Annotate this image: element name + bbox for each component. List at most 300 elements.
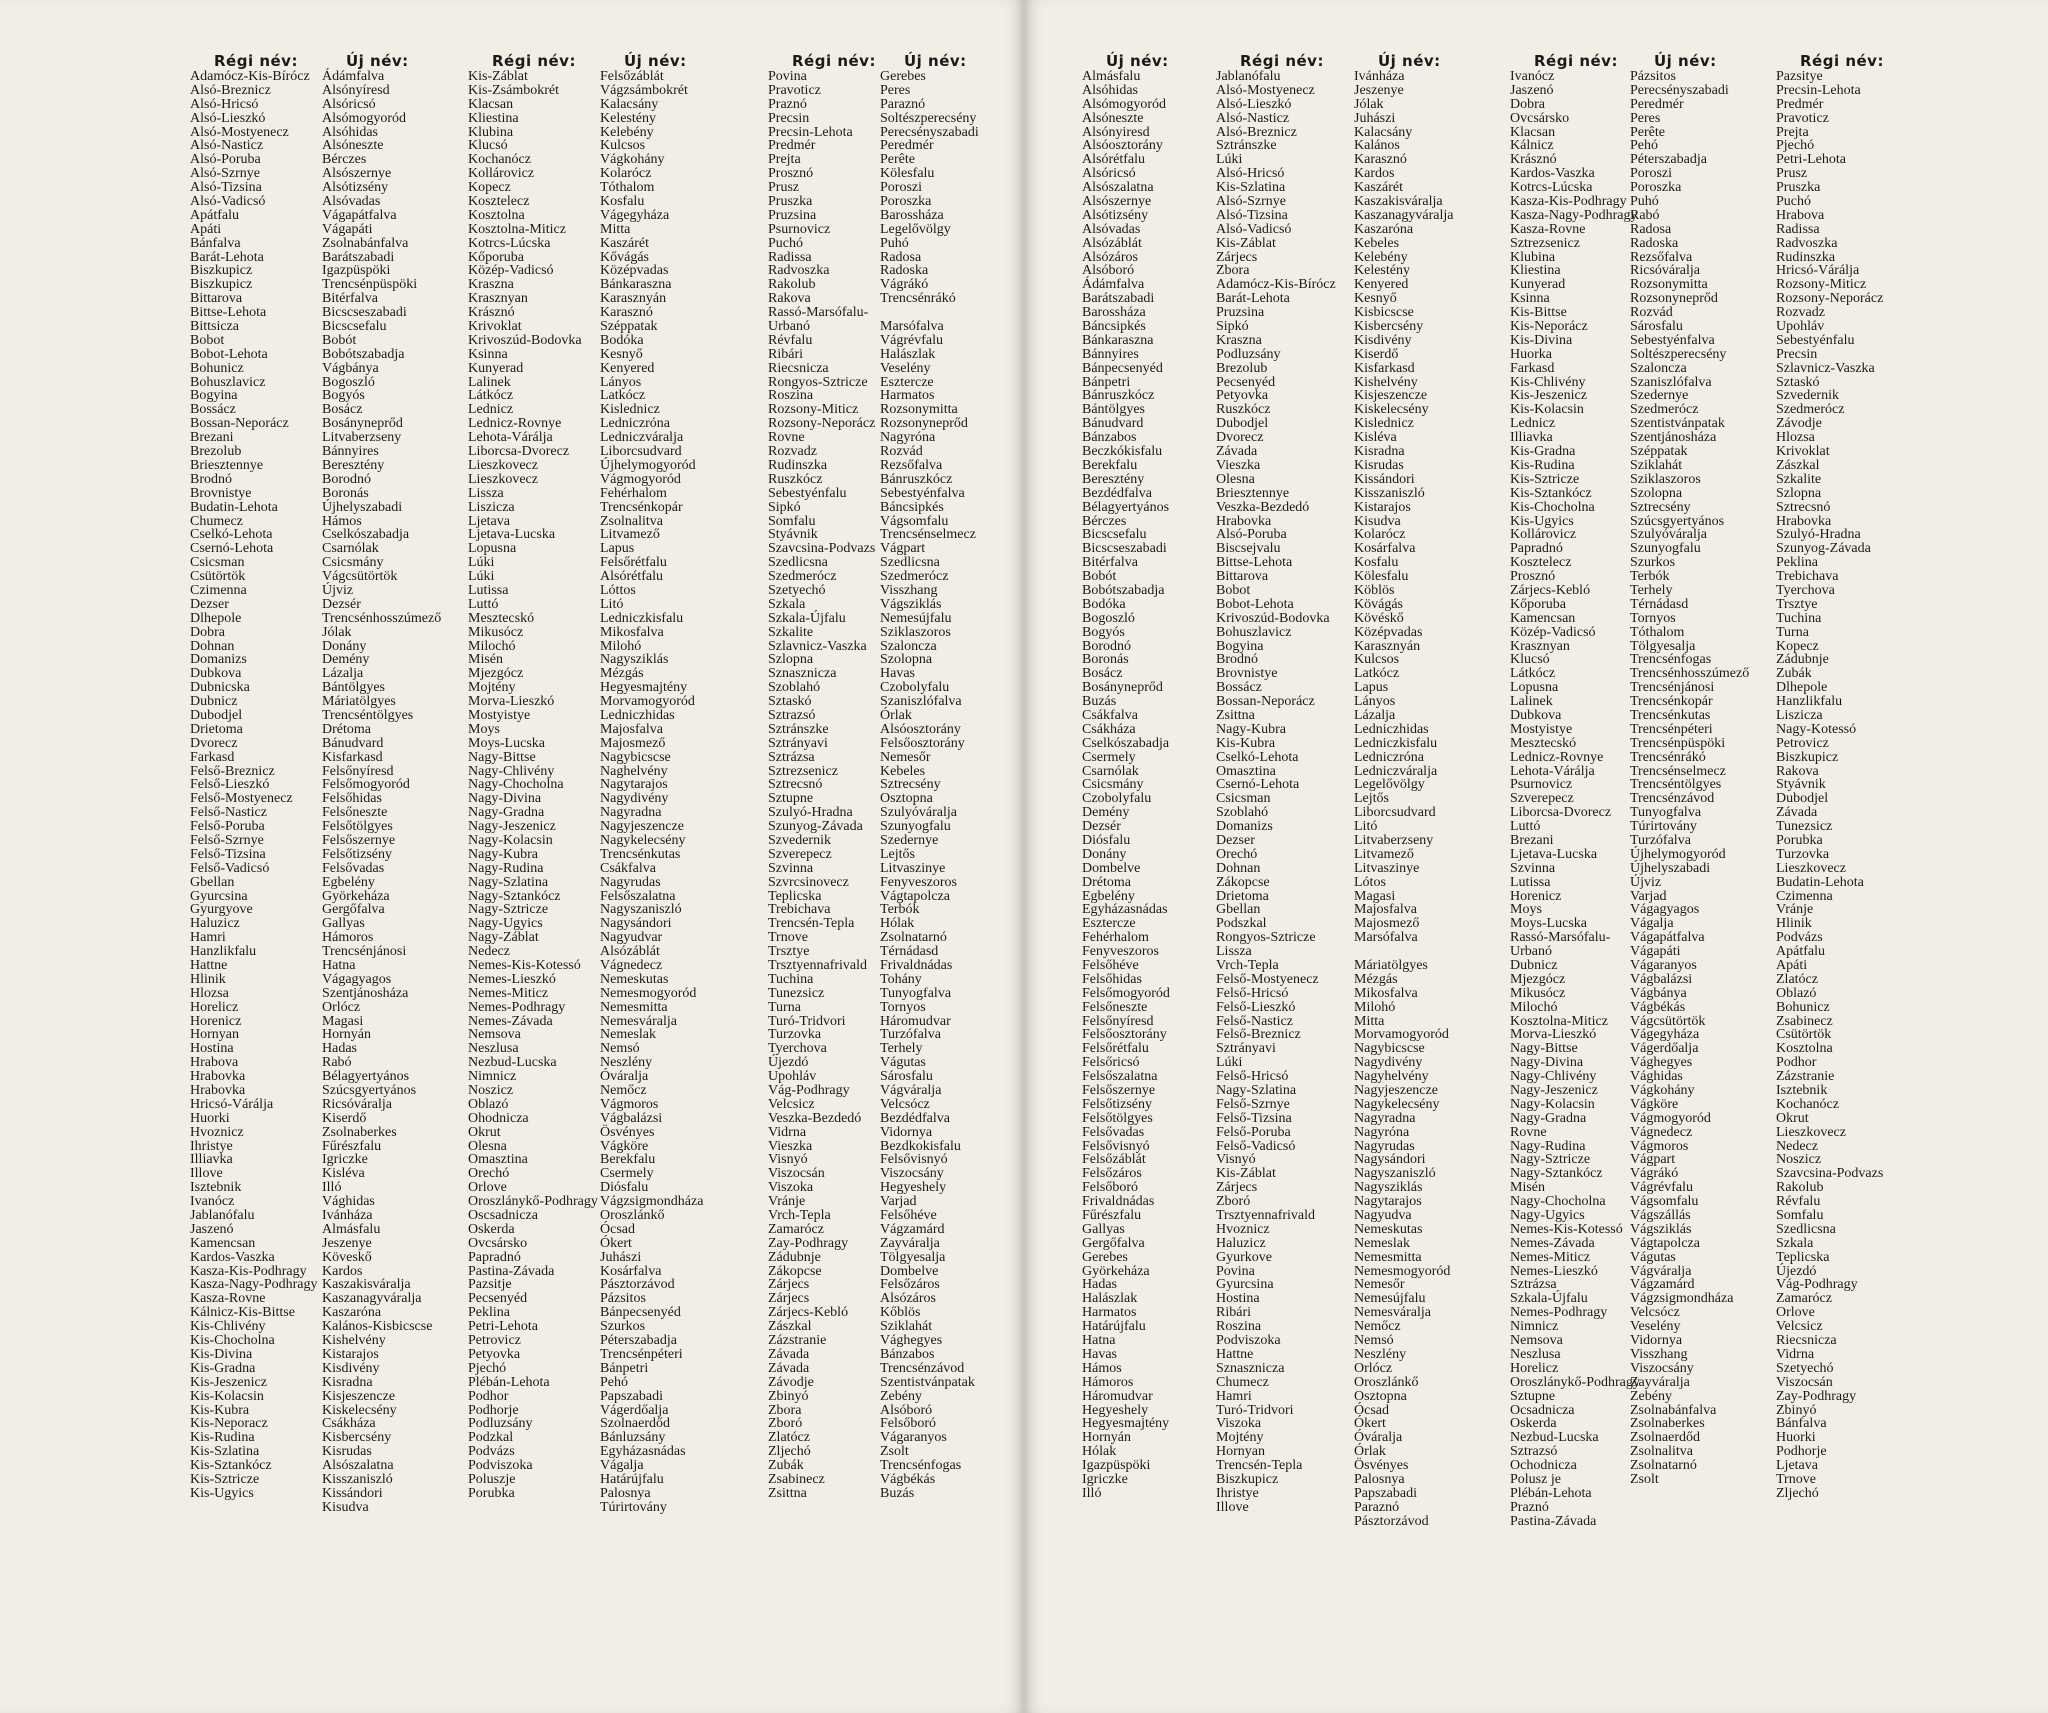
place-name: Puhó: [1630, 194, 1659, 210]
place-name: Horelicz: [190, 999, 239, 1015]
place-name: Lieszkovecz: [468, 457, 538, 473]
place-name: Csernó-Lehota: [190, 541, 274, 557]
place-name: Hornyán: [1082, 1430, 1131, 1446]
place-name: Szunyogfalu: [1630, 541, 1701, 557]
place-name: Lissza: [468, 485, 504, 501]
place-name: Biszkupicz: [1776, 749, 1839, 765]
place-name: Kis-Bittse: [1510, 305, 1567, 321]
place-name: Gyurcsina: [1216, 1277, 1274, 1293]
place-name: Felső-Poruba: [190, 819, 265, 835]
place-name: Bittsicza: [190, 319, 239, 335]
place-name: Bánruszkócz: [880, 471, 953, 487]
place-name: Poluszje: [468, 1471, 516, 1487]
place-name: Középvadas: [1354, 624, 1423, 640]
name-column: [1630, 52, 1757, 1487]
place-name: Cselkó-Lehota: [190, 527, 273, 543]
place-name: Szulyó-Hradna: [1776, 527, 1861, 543]
place-name: Apáti: [190, 221, 222, 237]
place-name: Kalacsány: [600, 96, 659, 112]
place-name: Dubodjel: [190, 707, 243, 723]
place-name: Ovcsársko: [468, 1235, 528, 1251]
place-name: Kotrcs-Lúcska: [468, 235, 551, 251]
place-name: Oscsadnicza: [468, 1208, 538, 1224]
place-name: Kosztelecz: [1510, 555, 1572, 571]
place-name: Sebestyénfalu: [1776, 332, 1855, 348]
place-name: Alsótizsény: [1082, 207, 1149, 223]
place-name: Trsztyennafrivald: [768, 958, 868, 973]
place-name: Vágbalázsi: [1630, 971, 1693, 987]
column-header: Régi név:: [792, 52, 876, 70]
place-name: Kishelvény: [1354, 374, 1418, 390]
place-name: Oroszlánkő: [1354, 1374, 1419, 1390]
place-name: Felső-Lieszkó: [1216, 999, 1296, 1015]
place-name: Dubnicz: [190, 694, 238, 710]
place-name: Hamri: [190, 930, 226, 946]
place-name: Felsőmogyoród: [322, 777, 410, 793]
place-name: Kisradna: [322, 1374, 373, 1390]
place-name: Lóttos: [600, 582, 636, 598]
place-name: Zázstranie: [1776, 1069, 1835, 1085]
place-name: Szurkos: [1630, 555, 1676, 571]
place-name: Felsőtölgyes: [1082, 1110, 1153, 1126]
place-name: Felsőhéve: [1082, 958, 1139, 973]
place-name: Nagy-Bittse: [1510, 1041, 1578, 1057]
place-name: Bánluzsány: [600, 1430, 666, 1446]
place-name: Szkala: [1776, 1235, 1814, 1251]
place-name: Orlócz: [1354, 1360, 1393, 1376]
place-name: Vágerdőalja: [1630, 1041, 1699, 1057]
place-name: Zárjecs: [1216, 1180, 1258, 1196]
place-name: Zay-Podhragy: [1776, 1388, 1857, 1404]
place-name: Kliestina: [1510, 263, 1561, 279]
place-name: Nemeskutas: [600, 971, 669, 987]
place-name: Tölgyesalja: [880, 1249, 946, 1265]
place-name: Rozvád: [880, 444, 923, 460]
place-name: Trsztye: [1776, 596, 1818, 612]
place-name: Horenicz: [190, 1013, 242, 1029]
place-name: Trencsénzávod: [1630, 791, 1715, 807]
place-name: Demény: [322, 652, 370, 668]
place-name: Alsónyíresd: [322, 82, 390, 98]
place-name: Vágszállás: [1630, 1208, 1691, 1224]
place-name: Terhely: [880, 1041, 923, 1057]
place-name: Marsófalva: [1354, 930, 1418, 946]
place-name: Zljechó: [1776, 1485, 1819, 1501]
place-name: Morvamogyoród: [1354, 1027, 1449, 1043]
place-name: Felsővisnyó: [880, 1152, 948, 1168]
place-name: Nagyudvar: [600, 930, 663, 946]
place-name: Vágalja: [1630, 916, 1674, 932]
place-name: Péterszabadja: [1630, 152, 1707, 168]
place-name: Beczkókisfalu: [1082, 444, 1163, 460]
place-name: Zboró: [1216, 1194, 1251, 1210]
place-name: Milochó: [468, 638, 516, 654]
place-name: Zubák: [768, 1458, 804, 1474]
place-name: Veszka-Bezdedó: [1216, 499, 1310, 515]
place-name: Peres: [880, 82, 911, 98]
place-name: Peklina: [468, 1305, 510, 1321]
place-name: Hrabova: [190, 1055, 239, 1071]
place-name: Pruszka: [768, 194, 813, 210]
place-name: Felsőboró: [880, 1416, 936, 1432]
place-name: Zárjecs-Kebló: [1510, 582, 1591, 598]
place-name: Vágmogyoród: [600, 471, 681, 487]
place-name: Sznasznicza: [1216, 1360, 1285, 1376]
place-name: Praznó: [1510, 1499, 1549, 1515]
place-name: Hegyesmajtény: [600, 680, 688, 696]
place-name: Bosácz: [1082, 666, 1123, 682]
place-name: Morva-Lieszkó: [468, 694, 555, 710]
place-name: Radissa: [768, 249, 812, 265]
place-name: Fenyveszoros: [880, 874, 957, 890]
place-name: Felsőneszte: [322, 805, 388, 821]
place-name: Trencsénpüspöki: [1630, 735, 1726, 751]
place-name: Trencsénkopár: [600, 499, 683, 515]
place-name: Nagyrudas: [600, 874, 661, 890]
place-name: Beresztény: [322, 457, 385, 473]
place-name: Radosa: [1630, 221, 1672, 237]
place-name: Pásztorzávod: [1354, 1513, 1429, 1529]
place-name: Nagysziklás: [1354, 1180, 1423, 1196]
place-name: Hrabovka: [1216, 513, 1272, 529]
place-name: Drétoma: [1082, 874, 1131, 890]
place-name: Alsószalatna: [322, 1458, 394, 1474]
place-name: Felsőrétfalu: [1082, 1041, 1149, 1057]
place-name: Széppatak: [600, 319, 658, 335]
place-name: Ohodnicza: [468, 1110, 529, 1126]
place-name: Huorki: [1776, 1430, 1816, 1446]
place-name: Háromudvar: [1082, 1388, 1153, 1404]
place-name: Illiavka: [1510, 430, 1553, 446]
place-name: Puchó: [1776, 194, 1811, 210]
place-name: Kopecz: [468, 180, 511, 196]
place-name: Bohunicz: [1776, 999, 1830, 1015]
place-name: Haluzicz: [1216, 1235, 1266, 1251]
place-name: Kövéskő: [1354, 610, 1404, 626]
place-name: Trebichava: [768, 902, 831, 918]
place-name: Horenicz: [1510, 888, 1562, 904]
place-name: Felső-Nasticz: [1216, 1013, 1293, 1029]
place-name: Pecsenyéd: [468, 1291, 528, 1307]
place-name: Lieszkovecz: [1776, 860, 1846, 876]
place-name: Hornyan: [190, 1027, 239, 1043]
place-name: Karasznyán: [600, 291, 667, 307]
place-name: Bérczes: [322, 152, 367, 168]
place-name: Porubka: [1776, 832, 1823, 848]
place-name: Hámos: [322, 513, 362, 529]
place-name: Köblös: [1354, 582, 1395, 598]
place-name: Karasznyán: [1354, 638, 1421, 654]
place-name: Mikusócz: [1510, 985, 1566, 1001]
place-name: Zákopcse: [1216, 874, 1270, 890]
place-name: Vágzamárd: [1630, 1277, 1695, 1293]
place-name: Igazpüspöki: [1082, 1458, 1151, 1474]
place-name: Kopecz: [1776, 638, 1819, 654]
place-name: Kaszaróna: [1354, 221, 1414, 237]
place-name: Hricsó-Várálja: [190, 1096, 274, 1112]
place-name: Szlopna: [1776, 485, 1822, 501]
place-name: Styávnik: [768, 527, 818, 543]
place-name: Nagy-Sztricze: [1510, 1152, 1591, 1168]
place-name: Alsószernye: [1082, 194, 1152, 210]
place-name: Kaszakisváralja: [1354, 194, 1443, 210]
place-name: Szetyechó: [1776, 1360, 1834, 1376]
place-name: Liszicza: [1776, 707, 1823, 723]
place-name: Pruszka: [1776, 180, 1821, 196]
place-name: Donány: [322, 638, 367, 654]
place-name: Palosnya: [1354, 1471, 1405, 1487]
place-name: Nagy-Kolacsin: [1510, 1096, 1595, 1112]
place-name: Bánpecsenyéd: [1082, 360, 1163, 376]
place-name: Gyurgyove: [190, 902, 253, 918]
place-name: Csicsmány: [1082, 777, 1144, 793]
place-name: Litvamező: [600, 527, 660, 543]
place-name: Prosznó: [1510, 569, 1556, 585]
place-name: Legelővölgy: [880, 221, 951, 237]
place-name: Vágalja: [600, 1458, 644, 1474]
place-name: Alsó-Breznicz: [190, 82, 271, 98]
place-name: Szverepecz: [768, 846, 832, 862]
place-name: Bicscseszabadi: [1082, 541, 1167, 557]
place-name: Csermely: [600, 1166, 654, 1182]
place-name: Sztrányavi: [768, 735, 828, 751]
place-name: Szolnaerdőd: [600, 1416, 670, 1432]
place-name: Zayváralja: [1630, 1374, 1690, 1390]
place-name: Perecsényszabadi: [1630, 82, 1729, 98]
place-name: Peredmér: [1630, 96, 1684, 112]
place-name: Kishelvény: [322, 1333, 386, 1349]
place-name: Trencséntölgyes: [322, 707, 414, 723]
place-name: Nagyudva: [1354, 1208, 1412, 1224]
place-name: Óváralja: [1354, 1430, 1403, 1446]
place-name: Zárjecs: [768, 1291, 810, 1307]
place-name: Nagy-Gradna: [468, 805, 545, 821]
place-name: Nagy-Sztricze: [468, 902, 549, 918]
place-name: Gergőfalva: [1082, 1235, 1145, 1251]
place-name: Adamócz-Kis-Bírócz: [1216, 277, 1336, 293]
place-name: Zárjecs-Kebló: [768, 1305, 849, 1321]
place-name: Majosfalva: [1354, 902, 1417, 918]
place-name: Ledniczváralja: [600, 430, 684, 446]
place-name: Vidornya: [880, 1124, 933, 1140]
place-name: Vágköre: [1630, 1096, 1679, 1112]
place-name: Rabó: [322, 1055, 352, 1071]
place-name: Felső-Szrnye: [1216, 1096, 1290, 1112]
place-name: Mézgás: [600, 666, 644, 682]
place-name: Kis-Rudina: [1510, 457, 1575, 473]
place-name: Kislednicz: [600, 402, 660, 418]
place-name: Rozvadz: [768, 444, 817, 460]
place-name: Vághegyes: [1630, 1055, 1693, 1071]
place-name: Urbanó: [1510, 944, 1552, 960]
place-name: Sztaskó: [768, 694, 812, 710]
place-name: Rozsonymitta: [880, 402, 958, 418]
place-name: Noszicz: [468, 1083, 514, 1099]
place-name: Oskerda: [1510, 1416, 1557, 1432]
place-name: Osztopna: [880, 791, 933, 807]
place-name: Zsolnabánfalva: [1630, 1402, 1717, 1418]
place-name: Kisszaniszló: [322, 1471, 393, 1487]
place-name: Csernó-Lehota: [1216, 777, 1300, 793]
place-name: Lúki: [1216, 152, 1243, 168]
place-name: Nagy-Chocholna: [468, 777, 564, 793]
place-name: Györkeháza: [322, 888, 390, 904]
place-name: Bánfalva: [190, 235, 241, 251]
place-name: Hegyeshely: [880, 1180, 947, 1196]
place-name: Vághidas: [1630, 1069, 1683, 1085]
place-name: Csicsman: [190, 555, 245, 571]
place-name: Litvaszinye: [880, 860, 946, 876]
place-name: Krasznyan: [1510, 638, 1570, 654]
place-name: Omasztina: [1216, 763, 1276, 779]
place-name: Nagy-Rudina: [1510, 1138, 1586, 1154]
place-name: Ledniczróna: [600, 416, 670, 432]
place-name: Dubnicz: [1510, 958, 1558, 973]
place-name: Trencsénfogas: [880, 1458, 962, 1474]
place-name: Varjad: [880, 1194, 917, 1210]
place-name: Trencsénkutas: [600, 846, 681, 862]
place-name: Mjezgócz: [1510, 971, 1566, 987]
place-name: Kasza-Rovne: [1510, 221, 1586, 237]
place-name: Kaszaróna: [322, 1305, 382, 1321]
place-name: Kamencsan: [190, 1235, 256, 1251]
place-name: Kelestény: [1354, 263, 1410, 279]
place-name: Lehota-Várálja: [468, 430, 553, 446]
name-column: [768, 52, 895, 1501]
place-name: Turzovka: [1776, 846, 1830, 862]
place-name: Vágagyagos: [322, 971, 392, 987]
place-name: Kotrcs-Lúcska: [1510, 180, 1593, 196]
place-name: Vágzsigmondháza: [1630, 1291, 1734, 1307]
place-name: Szunyog-Závada: [768, 819, 863, 835]
place-name: Nagysándori: [1354, 1152, 1426, 1168]
place-name: Vágerdőalja: [600, 1402, 669, 1418]
place-name: Kosárfalva: [1354, 541, 1416, 557]
place-name: Poroszi: [1630, 166, 1672, 182]
place-name: Tunyogfalva: [1630, 805, 1702, 821]
place-name: Bobótszabadja: [1082, 582, 1165, 598]
place-name: Viszocsány: [880, 1166, 944, 1182]
place-name: Radissa: [1776, 221, 1820, 237]
name-column: [190, 52, 317, 1501]
place-name: Kőporuba: [468, 249, 524, 265]
place-name: Litvaszinye: [1354, 860, 1420, 876]
place-name: Kis-Chlivény: [1510, 374, 1586, 390]
place-name: Závada: [768, 1360, 810, 1376]
place-name: Domanizs: [190, 652, 247, 668]
place-name: Illiavka: [190, 1152, 233, 1168]
place-name: Litvaberzseny: [322, 430, 402, 446]
place-name: Tunyogfalva: [880, 985, 952, 1001]
place-name: Kiskelecsény: [1354, 402, 1429, 418]
place-name: Krivoszúd-Bodovka: [1216, 610, 1330, 626]
place-name: Soltészperecsény: [880, 110, 977, 126]
place-name: Nagyróna: [1354, 1124, 1410, 1140]
place-name: Kisbercsény: [1354, 319, 1424, 335]
place-name: Jeszenye: [322, 1235, 372, 1251]
place-name: Kis-Szlatina: [1216, 180, 1286, 196]
place-name: Újhelyszabadi: [322, 499, 403, 515]
place-name: Felsőrétfalu: [600, 555, 667, 571]
place-name: Alsóboró: [880, 1402, 933, 1418]
place-name: Újviz: [322, 582, 354, 598]
place-name: Kis-Divina: [190, 1346, 253, 1362]
place-name: Máriatölgyes: [1354, 958, 1428, 973]
place-name: Csütörtök: [190, 569, 246, 585]
place-name: Illó: [1082, 1485, 1102, 1501]
place-name: Buzás: [1082, 694, 1117, 710]
place-name: Köveskő: [322, 1249, 372, 1265]
place-name: Peredmér: [880, 138, 934, 154]
place-name: Bogyina: [1216, 638, 1264, 654]
place-name: Kőporuba: [1510, 596, 1566, 612]
place-name: Rozsony-Neporácz: [1776, 291, 1884, 307]
place-name: Nemes-Kis-Kotessó: [468, 958, 581, 973]
column-header: Régi név:: [1240, 52, 1324, 70]
place-name: Nedecz: [1776, 1138, 1818, 1154]
place-name: Jeszenye: [1354, 82, 1404, 98]
place-name: Lieszkovecz: [1776, 1124, 1846, 1140]
place-name: Szkalite: [1776, 471, 1822, 487]
place-name: Szunyog-Závada: [1776, 541, 1871, 557]
place-name: Gbellan: [190, 874, 235, 890]
place-name: Isztebnik: [190, 1180, 242, 1196]
place-name: Viszocsán: [768, 1166, 825, 1182]
place-name: Juhászi: [1354, 110, 1396, 126]
place-name: Lapus: [1354, 680, 1389, 696]
place-name: Szúcsgyertyános: [1630, 513, 1725, 529]
place-name: Predmér: [768, 138, 816, 154]
place-name: Bogyós: [1082, 624, 1125, 640]
place-name: Révfalu: [1776, 1194, 1821, 1210]
place-name: Szkalite: [768, 624, 814, 640]
place-name: Povina: [768, 69, 807, 84]
place-name: Huorki: [190, 1110, 230, 1126]
place-name: Határújfalu: [600, 1471, 664, 1487]
place-name: Alsó-Nasticz: [190, 138, 264, 154]
place-name: Nagysándori: [600, 916, 672, 932]
place-name: Lissza: [1216, 944, 1252, 960]
place-name: Révfalu: [768, 332, 813, 348]
place-name: Radoska: [1630, 235, 1679, 251]
place-name: Ovcsársko: [1510, 110, 1570, 126]
place-name: Hólak: [880, 916, 915, 932]
place-name: Plébán-Lehota: [468, 1374, 550, 1390]
place-name: Alsó-Breznicz: [1216, 124, 1297, 140]
place-name: Zsolt: [1630, 1471, 1659, 1487]
place-name: Felsőtölgyes: [322, 819, 393, 835]
place-name: Visszhang: [1630, 1346, 1688, 1362]
place-name: Noszicz: [1776, 1152, 1822, 1168]
place-name: Zsittna: [768, 1485, 807, 1501]
place-name: Luttó: [468, 596, 499, 612]
place-name: Petri-Lehota: [468, 1319, 538, 1335]
place-name: Paraznó: [1354, 1499, 1400, 1515]
place-name: Trencsénhosszúmező: [322, 610, 442, 626]
place-name: Tölgyesalja: [1630, 638, 1696, 654]
place-name: Bobot: [190, 332, 225, 348]
place-name: Nagyradna: [1354, 1110, 1416, 1126]
place-name: Bánnyires: [322, 444, 379, 460]
place-name: Szedernye: [1630, 388, 1689, 404]
place-name: Puhó: [880, 235, 909, 251]
place-name: Alsóosztorány: [880, 721, 961, 737]
place-name: Cselkószabadja: [1082, 735, 1170, 751]
place-name: Kaszakisváralja: [322, 1277, 411, 1293]
place-name: Marsófalva: [880, 319, 944, 335]
place-name: Vágegyháza: [600, 207, 670, 223]
place-name: Szvinna: [1510, 860, 1556, 876]
